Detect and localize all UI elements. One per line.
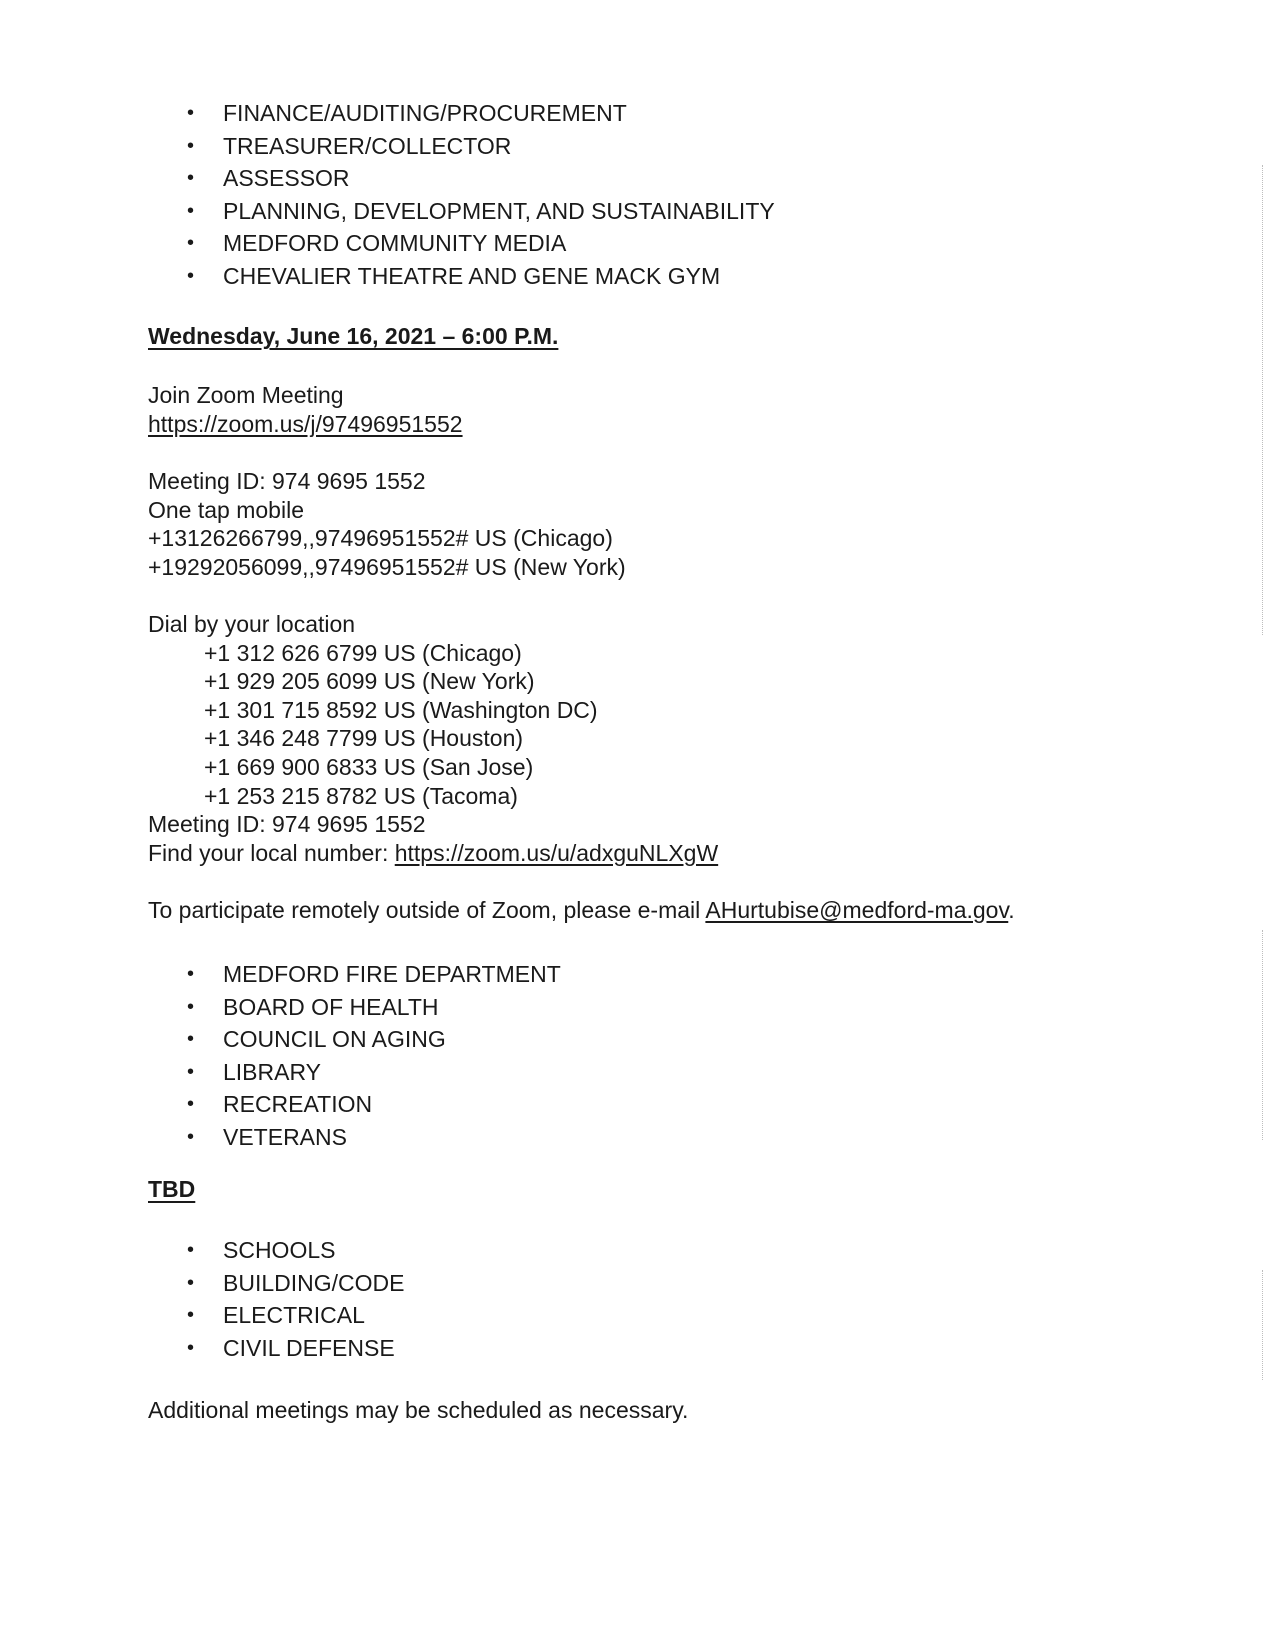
list-item: • FINANCE/AUDITING/PROCUREMENT (187, 97, 775, 130)
one-tap-number: +19292056099,,97496951552# US (New York) (148, 553, 626, 580)
meeting-id: Meeting ID: 974 9695 1552 (148, 468, 426, 494)
list-item: • TREASURER/COLLECTOR (187, 130, 775, 163)
list-item: • BOARD OF HEALTH (187, 991, 561, 1024)
dial-label: Dial by your location (148, 611, 356, 637)
list-item: • VETERANS (187, 1121, 561, 1154)
find-local-number (148, 839, 718, 868)
list-item: • CHEVALIER THEATRE AND GENE MACK GYM (187, 260, 775, 293)
list-item: • ELECTRICAL (187, 1299, 404, 1332)
one-tap-label: One tap mobile (148, 496, 304, 523)
dial-number: +1 346 248 7799 US (Houston) (204, 725, 524, 752)
scan-edge-mark (1262, 930, 1264, 1140)
list-item: • CIVIL DEFENSE (187, 1332, 404, 1365)
dial-number: +1 669 900 6833 US (San Jose) (204, 753, 534, 780)
dial-number: +1 301 715 8592 US (Washington DC) (204, 696, 598, 723)
list-item: • LIBRARY (187, 1056, 561, 1089)
dial-number: +1 253 215 8782 US (Tacoma) (204, 782, 518, 809)
list-item: • PLANNING, DEVELOPMENT, AND SUSTAINABILITY (187, 195, 775, 228)
find-local-label: Find your local number: (148, 839, 395, 866)
find-local-link[interactable]: https://zoom.us/u/adxguNLXgW (394, 839, 719, 866)
list-item: • MEDFORD COMMUNITY MEDIA (187, 227, 775, 260)
contact-email-link[interactable]: AHurtubise@medford-ma.gov (705, 897, 1009, 923)
list-item: • ASSESSOR (187, 162, 775, 195)
meeting-id-repeat: Meeting ID: 974 9695 1552 (148, 811, 426, 838)
dial-in-block (148, 610, 718, 867)
list-item: • BUILDING/CODE (187, 1267, 404, 1300)
list-item: • MEDFORD FIRE DEPARTMENT (187, 958, 561, 991)
list-item: • RECREATION (187, 1088, 561, 1121)
participate-note (148, 896, 1015, 924)
participate-text: To participate remotely outside of Zoom, please e-mail (148, 897, 706, 923)
tbd-heading: TBD (148, 1176, 196, 1202)
zoom-join-label: Join Zoom Meeting (148, 382, 344, 408)
zoom-join-link[interactable]: https://zoom.us/j/97496951552 (148, 410, 463, 437)
dial-number: +1 312 626 6799 US (Chicago) (204, 639, 522, 666)
department-list-top (187, 97, 775, 292)
zoom-details-block (148, 467, 626, 581)
list-item: • SCHOOLS (187, 1234, 404, 1267)
one-tap-number: +13126266799,,97496951552# US (Chicago) (148, 525, 613, 552)
scan-edge-mark (1262, 165, 1264, 635)
meeting-date-heading: Wednesday, June 16, 2021 – 6:00 P.M. (148, 323, 559, 349)
participate-end: . (1008, 897, 1015, 923)
scan-edge-mark (1262, 1270, 1264, 1380)
zoom-join-block (148, 381, 463, 438)
dial-number: +1 929 205 6099 US (New York) (204, 668, 535, 695)
department-list-middle (187, 958, 561, 1153)
list-item: • COUNCIL ON AGING (187, 1023, 561, 1056)
department-list-tbd (187, 1234, 404, 1364)
footer-note: Additional meetings may be scheduled as necessary. (148, 1397, 689, 1423)
